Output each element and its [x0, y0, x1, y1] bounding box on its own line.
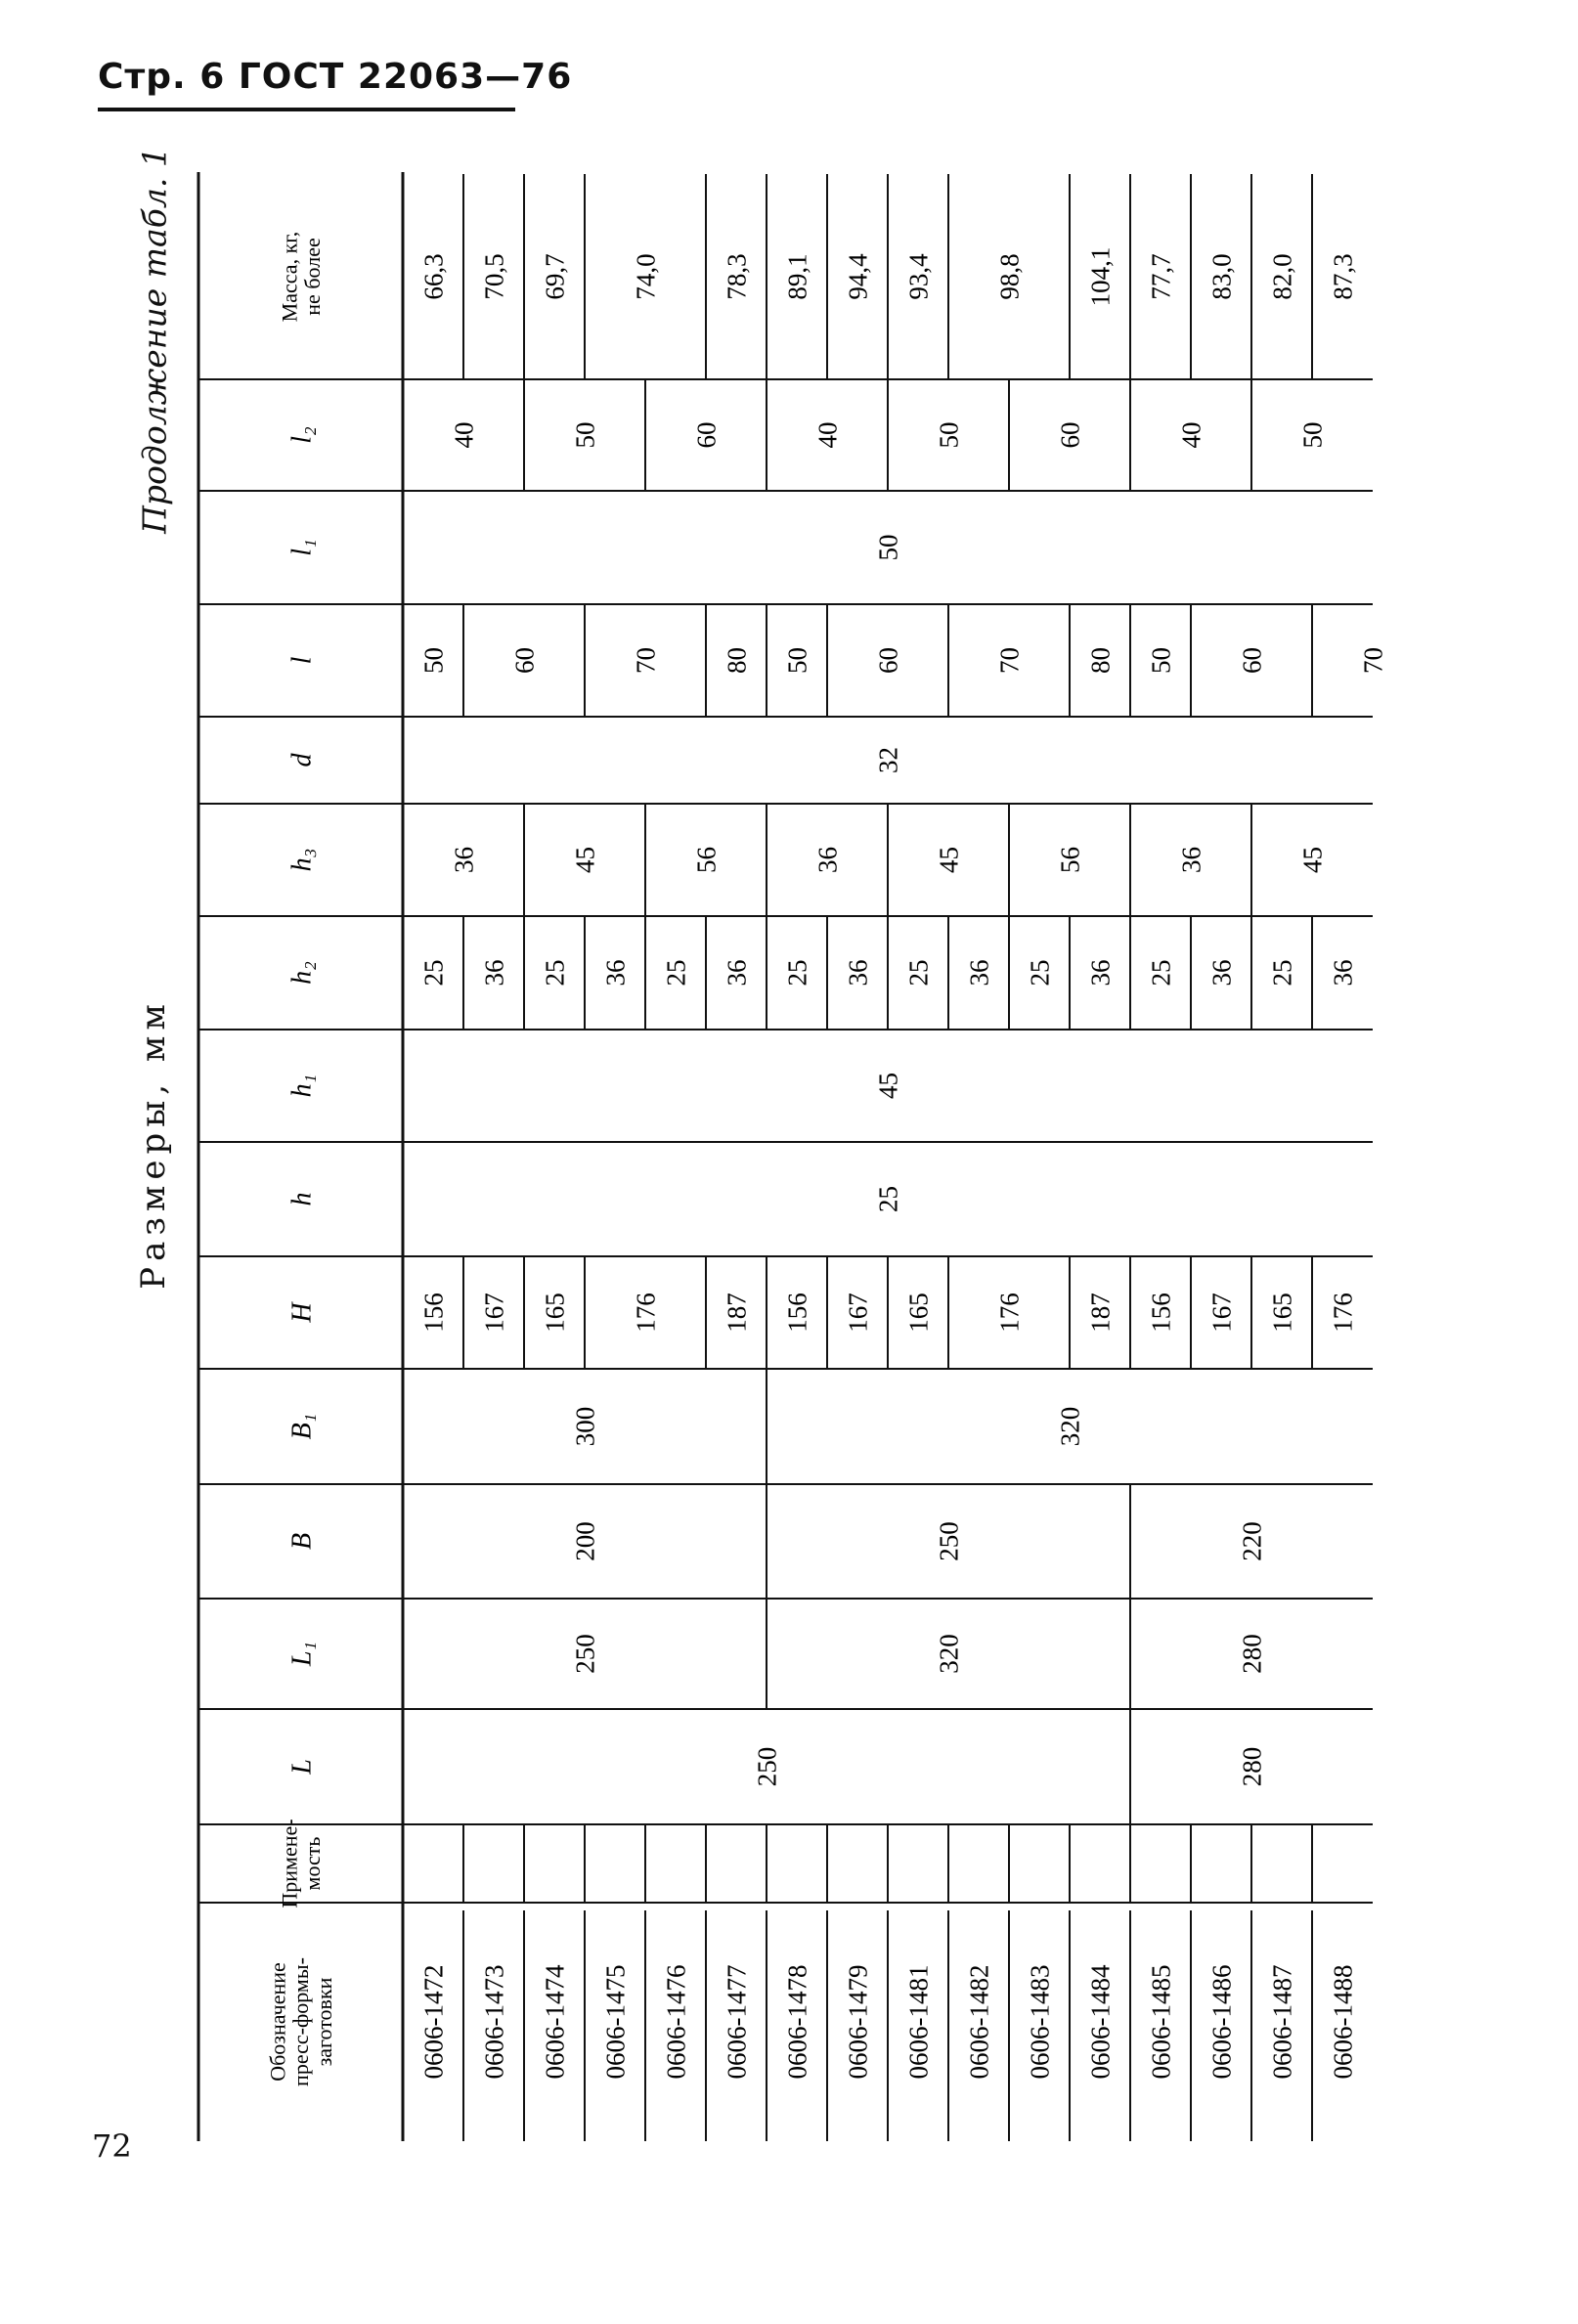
designation-cell: 0606-1474	[540, 1964, 570, 2080]
page-number: 72	[92, 2127, 132, 2165]
h2-cell: 25	[903, 959, 934, 987]
mass-cell: 82,0	[1267, 253, 1297, 300]
column-header-L1: L₁	[286, 1641, 318, 1667]
mass-cell: 66,3	[418, 253, 449, 300]
H-cell: 187	[1085, 1293, 1116, 1333]
h2-cell: 25	[540, 959, 570, 987]
H-cell: 165	[1267, 1293, 1297, 1333]
h2-cell: 25	[1025, 959, 1055, 987]
B-cell: 200	[570, 1521, 600, 1561]
H-cell: 176	[994, 1293, 1025, 1333]
h2-cell: 25	[1267, 959, 1297, 987]
designation-cell: 0606-1477	[722, 1964, 752, 2080]
l2-cell: 40	[812, 421, 843, 449]
column-header-h2: h₂	[286, 961, 318, 985]
h3-cell: 56	[691, 847, 722, 873]
l-cell: 70	[1358, 647, 1388, 674]
l-cell: 50	[782, 647, 812, 674]
designation-cell: 0606-1479	[843, 1964, 873, 2080]
L1-cell: 250	[570, 1634, 600, 1674]
designation-cell: 0606-1486	[1206, 1964, 1237, 2080]
h2-cell: 36	[722, 959, 752, 987]
l-cell: 60	[509, 647, 540, 674]
designation-cell: 0606-1488	[1328, 1964, 1358, 2080]
mass-cell: 77,7	[1146, 253, 1176, 300]
column-header-designation: Обозначениепресс-формы-заготовки	[265, 1957, 336, 2086]
mass-cell: 87,3	[1328, 253, 1358, 300]
L1-cell: 320	[934, 1634, 964, 1674]
designation-cell: 0606-1482	[964, 1964, 994, 2080]
column-header-h3: h₃	[286, 848, 318, 872]
column-header-applicability: Примене-мость	[277, 1819, 326, 1908]
column-header-H: H	[286, 1302, 318, 1323]
H-cell: 187	[722, 1293, 752, 1333]
h2-cell: 25	[661, 959, 691, 987]
column-header-l1: l₁	[286, 539, 318, 556]
l2-cell: 60	[1055, 421, 1085, 449]
mass-cell: 78,3	[722, 253, 752, 300]
designation-cell: 0606-1473	[479, 1964, 509, 2080]
l-cell: 80	[1085, 647, 1116, 674]
column-header-L: L	[286, 1759, 318, 1775]
column-header-l2: l₂	[286, 426, 318, 444]
L-cell: 250	[752, 1746, 782, 1787]
column-header-l: l	[286, 656, 318, 665]
h3-cell: 36	[812, 847, 843, 873]
column-header-B1: B₁	[286, 1413, 318, 1440]
B1-cell: 320	[1055, 1406, 1085, 1447]
l2-cell: 50	[1297, 421, 1328, 449]
B-cell: 250	[934, 1521, 964, 1561]
l-cell: 60	[873, 647, 903, 674]
mass-cell: 89,1	[782, 253, 812, 300]
L1-cell: 280	[1237, 1634, 1267, 1674]
h3-cell: 36	[449, 847, 479, 873]
B-cell: 220	[1237, 1521, 1267, 1561]
mass-cell: 83,0	[1206, 253, 1237, 300]
h2-cell: 36	[964, 959, 994, 987]
l2-cell: 50	[570, 421, 600, 449]
H-cell: 167	[479, 1293, 509, 1333]
page-header: Стр. 6 ГОСТ 22063—76	[98, 57, 573, 97]
designation-cell: 0606-1476	[661, 1964, 691, 2080]
l-cell: 80	[722, 647, 752, 674]
H-cell: 165	[903, 1293, 934, 1333]
H-cell: 176	[1328, 1293, 1358, 1333]
h2-cell: 36	[1085, 959, 1116, 987]
H-cell: 167	[1206, 1293, 1237, 1333]
h2-cell: 36	[1328, 959, 1358, 987]
l2-cell: 40	[1176, 421, 1206, 449]
designation-cell: 0606-1481	[903, 1964, 934, 2080]
l-cell: 50	[418, 647, 449, 674]
h3-cell: 45	[934, 847, 964, 873]
designation-cell: 0606-1478	[782, 1964, 812, 2080]
mass-cell: 70,5	[479, 253, 509, 300]
column-header-mass: Масса, кг,не более	[277, 231, 326, 323]
column-header-d: d	[286, 753, 318, 767]
l-cell: 70	[631, 647, 661, 674]
mass-cell: 69,7	[540, 253, 570, 300]
h2-cell: 36	[843, 959, 873, 987]
mass-cell: 93,4	[903, 253, 934, 300]
designation-cell: 0606-1487	[1267, 1964, 1297, 2080]
H-cell: 156	[1146, 1293, 1176, 1333]
l-cell: 70	[994, 647, 1025, 674]
L-cell: 280	[1237, 1746, 1267, 1787]
H-cell: 156	[782, 1293, 812, 1333]
h1-cell: 45	[873, 1073, 903, 1099]
h3-cell: 45	[570, 847, 600, 873]
designation-cell: 0606-1483	[1025, 1964, 1055, 2080]
h2-cell: 25	[1146, 959, 1176, 987]
l2-cell: 40	[449, 421, 479, 449]
designation-cell: 0606-1484	[1085, 1964, 1116, 2080]
table-caption-text: Продолжение табл. 1	[135, 147, 173, 534]
l2-cell: 60	[691, 421, 722, 449]
dimensions-label-text: Размеры, мм	[134, 998, 173, 1290]
column-header-h1: h₁	[286, 1074, 318, 1098]
designation-cell: 0606-1485	[1146, 1964, 1176, 2080]
H-cell: 156	[418, 1293, 449, 1333]
mass-cell: 104,1	[1085, 246, 1116, 307]
column-header-B: B	[286, 1532, 318, 1551]
h2-cell: 36	[479, 959, 509, 987]
l-cell: 50	[1146, 647, 1176, 674]
designation-cell: 0606-1475	[600, 1964, 631, 2080]
h3-cell: 36	[1176, 847, 1206, 873]
B1-cell: 300	[570, 1406, 600, 1447]
l2-cell: 50	[934, 421, 964, 449]
H-cell: 176	[631, 1293, 661, 1333]
column-header-h: h	[286, 1192, 318, 1206]
h2-cell: 36	[1206, 959, 1237, 987]
h3-cell: 45	[1297, 847, 1328, 873]
designation-cell: 0606-1472	[418, 1964, 449, 2080]
l-cell: 60	[1237, 647, 1267, 674]
d-cell: 32	[873, 747, 903, 773]
mass-cell: 94,4	[843, 253, 873, 300]
H-cell: 165	[540, 1293, 570, 1333]
mass-cell: 98,8	[994, 253, 1025, 300]
h2-cell: 25	[418, 959, 449, 987]
H-cell: 167	[843, 1293, 873, 1333]
l1-cell: 50	[873, 534, 903, 561]
h2-cell: 36	[600, 959, 631, 987]
h-cell: 25	[873, 1186, 903, 1212]
h3-cell: 56	[1055, 847, 1085, 873]
h2-cell: 25	[782, 959, 812, 987]
mass-cell: 74,0	[631, 253, 661, 300]
